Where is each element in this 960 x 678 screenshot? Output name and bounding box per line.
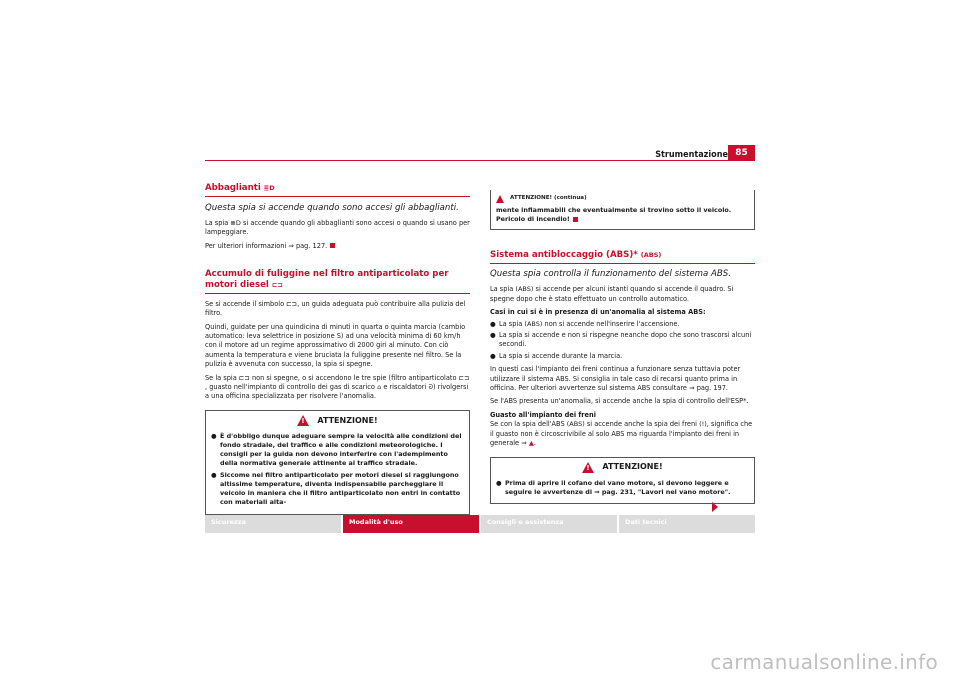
exhaust-control-icon: ⌂ xyxy=(377,383,382,392)
abs-subtitle: Questa spia controlla il funzionamento del sistema ABS. xyxy=(490,269,731,280)
abs-text-3: Se l'ABS presenta un'anomalia, si accende anche la spia di controllo dell'ESP*. xyxy=(490,397,749,406)
tab-modalita-duso[interactable]: Modalità d'uso xyxy=(343,515,479,533)
left-column xyxy=(205,183,470,523)
soot-text-3: Se la spia ⊏⊐ non si spegne, o si accendono le tre spie (filtro antiparticolato ⊏⊐, guasto nell'impianto di controllo dei gas di scarico ⌂ e riscaldatori ᘐ) rivolgersi a una officina specializzata per risolvere l'anomalia. xyxy=(205,373,470,401)
high-beam-title: Abbaglianti ≣D xyxy=(205,183,275,193)
particle-filter-icon: ⊏⊐ xyxy=(238,373,250,382)
high-beam-subtitle: Questa spia si accende quando sono accesi gli abbaglianti. xyxy=(205,202,459,213)
warning-triangle-icon xyxy=(582,462,594,473)
high-beam-icon: ≣D xyxy=(263,184,275,192)
warning-triangle-icon xyxy=(496,195,504,203)
abs-case-bullet: ● La spia si accende durante la marcia. xyxy=(490,351,623,360)
end-mark xyxy=(573,217,578,222)
particle-filter-icon: ⊏⊐ xyxy=(458,373,470,382)
soot-text-1: Se si accende il simbolo ⊏⊐, un guida adeguata può contribuire alla pulizia del filtro. xyxy=(205,299,466,318)
section-rule xyxy=(205,196,470,197)
watermark: carmanualsonline.info xyxy=(710,650,938,674)
abs-icon: (ABS) xyxy=(566,420,585,429)
soot-text-2: Quindi, guidate per una quindicina di minuti in quarta o quinta marcia (cambio automatico: leva selettrice in posizione S) ad una velocità minima di 60 km/h con il motore ad un regime approssimativo di 2000 giri al minuto. Con ciò aumenta la temperatura e viene bruciata la fuliggine presente nel filtro. Se la pulizia è avvenuta con successo, la spia si spegne. xyxy=(205,322,466,369)
abs-text-2: In questi casi l'impianto dei freni continua a funzionare senza tuttavia poter utilizzare il sistema ABS. Si consiglia in tale caso di recarsi quanto prima in officina. Per ulteriori avvertenze sul sistema ABS consultare ⇒ pag. 197. xyxy=(490,365,741,393)
page-header-title: Strumentazione xyxy=(655,150,728,160)
abs-case-bullet: ● La spia si accende e non si rispegne neanche dopo che sono trascorsi alcuni secondi. xyxy=(490,331,752,349)
soot-title: Accumulo di fuliggine nel filtro antiparticolato per motori diesel ⊏⊐ xyxy=(205,269,449,291)
warning-bullet: ● Siccome nel filtro antiparticolato per motori diesel si raggiungono altissime temperature, diventa indispensabile parcheggiare il veicolo in maniera che il filtro antiparticolato non entri in contatto con materiali alta- xyxy=(211,470,461,507)
high-beam-ref: Per ulteriori informazioni ⇒ pag. 127. xyxy=(205,242,470,251)
abs-icon: (ABS) xyxy=(524,319,543,328)
warning-bullet: ● Prima di aprire il cofano del vano motore, si devono leggere e seguire le avvertenze di ⇒ pag. 231, "Lavori nel vano motore". xyxy=(496,478,731,496)
section-rule xyxy=(490,263,755,264)
high-beam-icon: ≣D xyxy=(230,218,241,227)
end-mark xyxy=(330,243,335,248)
high-beam-text: La spia ≣D si accende quando gli abbaglianti sono accesi o quando si usano per lampeggiare. xyxy=(205,218,470,237)
section-rule xyxy=(205,293,470,294)
abs-icon: (ABS) xyxy=(515,285,534,294)
warning-header: ! ATTENZIONE! xyxy=(496,462,749,473)
glow-plug-icon: ᘐ xyxy=(428,383,434,392)
footer-tabs xyxy=(205,515,755,533)
warning-triangle-icon xyxy=(297,415,309,426)
abs-cases-title: Casi in cui si è in presenza di un'anomalia al sistema ABS: xyxy=(490,308,706,317)
particle-filter-icon: ⊏⊐ xyxy=(286,299,298,308)
tab-sicurezza[interactable]: Sicurezza xyxy=(205,515,341,533)
warning-header: ! ATTENZIONE! xyxy=(211,415,464,426)
right-column xyxy=(490,190,755,512)
warning-box xyxy=(490,457,755,504)
abs-title: Sistema antibloccaggio (ABS)* (ABS) xyxy=(490,249,662,260)
next-page-arrow-icon[interactable] xyxy=(712,502,718,512)
abs-case-bullet: ● La spia (ABS) non si accende nell'inserire l'accensione. xyxy=(490,319,680,328)
warning-continued-box xyxy=(490,190,755,230)
page-number: 85 xyxy=(728,145,755,160)
particle-filter-icon: ⊏⊐ xyxy=(271,281,283,290)
tab-dati-tecnici[interactable]: Dati tecnici xyxy=(619,515,755,533)
brake-icon: (!) xyxy=(699,420,707,429)
warning-bullet: ● È d'obbligo dunque adeguare sempre la velocità alle condizioni del fondo stradale, del traffico e alle condizioni meteorologiche. I consigli per la guida non devono interferire con l'adempimento della normativa generale attinente al traffico stradale. xyxy=(211,431,462,468)
header-rule xyxy=(205,160,755,161)
abs-icon: (ABS) xyxy=(640,250,662,259)
abs-text-1: La spia (ABS) si accende per alcuni istanti quando si accende il quadro. Si spegne dopo che è stato effettuato un controllo automatico. xyxy=(490,285,734,303)
brake-fault-title: Guasto all'impianto dei freni xyxy=(490,410,596,419)
warning-continued-header: ATTENZIONE! (continua) xyxy=(496,194,749,203)
brake-fault-text: Se con la spia dell'ABS (ABS) si accende anche la spia dei freni (!), significa che il guasto non è circoscrivibile al solo ABS ma riguarda l'impianto dei freni in generale ⇒ ▲. xyxy=(490,420,753,448)
warning-continued-text: mente infiammabili che eventualmente si trovino sotto il veicolo. Pericolo di incendio! xyxy=(496,206,732,224)
warning-box xyxy=(205,410,470,515)
warning-triangle-icon: ▲ xyxy=(528,439,534,448)
tab-consigli-e-assistenza[interactable]: Consigli e assistenza xyxy=(481,515,617,533)
